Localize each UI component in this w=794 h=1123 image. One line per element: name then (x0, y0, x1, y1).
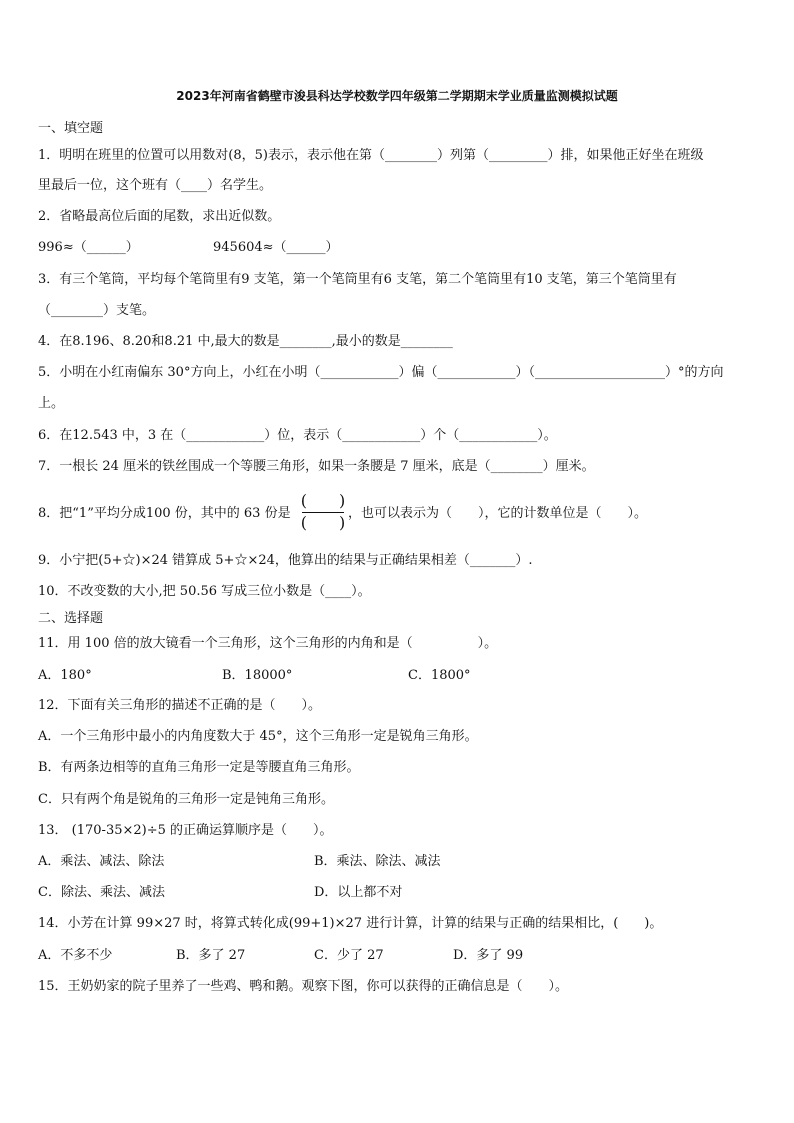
question-3-line-1: 3．有三个笔筒，平均每个笔筒里有9 支笔，第一个笔筒里有6 支笔，第二个笔筒里有10 支笔，第三个笔筒里有 (38, 272, 677, 287)
question-12-option-c: C．只有两个角是锐角的三角形一定是钝角三角形。 (38, 792, 334, 807)
question-11-option-a: A．180° (38, 668, 92, 683)
question-9: 9．小宁把(5+☆)×24 错算成 5+☆×24，他算出的结果与正确结果相差（_______）. (38, 553, 533, 568)
question-13-option-a: A．乘法、减法、除法 (38, 854, 165, 869)
question-14-option-a: A．不多不少 (38, 948, 113, 963)
question-8-fraction (300, 490, 346, 536)
question-8-after: ，也可以表示为（ ），它的计数单位是（ ）。 (348, 506, 648, 521)
question-14-option-b: B．多了 27 (176, 948, 246, 963)
question-4: 4．在8.196、8.20和8.21 中,最大的数是________,最小的数是________ (38, 334, 453, 349)
question-1-line-2: 里最后一位，这个班有（____）名学生。 (38, 178, 273, 193)
question-11-stem: 11．用 100 倍的放大镜看一个三角形，这个三角形的内角和是（ ）。 (38, 636, 498, 651)
question-14-stem: 14．小芳在计算 99×27 时，将算式转化成(99+1)×27 进行计算，计算的结果与正确的结果相比，( )。 (38, 916, 663, 931)
question-2-part-a: 996≈（______） (38, 240, 139, 255)
question-12-option-a: A．一个三角形中最小的内角度数大于 45°，这个三角形一定是锐角三角形。 (38, 729, 478, 744)
question-14-option-c: C．少了 27 (314, 948, 384, 963)
question-2-stem: 2．省略最高位后面的尾数，求出近似数。 (38, 209, 281, 224)
section-choice: 二、选择题 (38, 611, 104, 626)
exam-title: 2023年河南省鹤壁市浚县科达学校数学四年级第二学期期末学业质量监测模拟试题 (176, 89, 618, 103)
question-3-line-2: （________）支笔。 (38, 303, 156, 318)
fraction-denominator: ( ) (300, 513, 346, 532)
question-11-option-b: B．18000° (222, 668, 293, 683)
question-13-stem: 13． (170-35×2)÷5 的正确运算顺序是（ ）。 (38, 823, 333, 838)
question-6: 6．在12.543 中，3 在（____________）位，表示（____________）个（____________）。 (38, 428, 557, 443)
question-14-option-d: D．多了 99 (453, 948, 524, 963)
section-fill-in: 一、填空题 (38, 121, 104, 136)
question-12-stem: 12．下面有关三角形的描述不正确的是（ ）。 (38, 698, 322, 713)
question-13-option-d: D．以上都不对 (314, 885, 403, 900)
question-5-line-2: 上。 (38, 396, 65, 411)
question-11-option-c: C．1800° (408, 668, 471, 683)
fraction-numerator: ( ) (300, 491, 346, 510)
question-13-option-c: C．除法、乘法、减法 (38, 885, 165, 900)
question-12-option-b: B．有两条边相等的直角三角形一定是等腰直角三角形。 (38, 760, 360, 775)
question-1-line-1: 1．明明在班里的位置可以用数对(8，5)表示，表示他在第（________）列第（_________）排，如果他正好坐在班级 (38, 148, 704, 163)
question-15-stem: 15．王奶奶家的院子里养了一些鸡、鸭和鹅。观察下图，你可以获得的正确信息是（ ）。 (38, 979, 569, 994)
question-2-part-b: 945604≈（______） (213, 240, 339, 255)
question-13-option-b: B．乘法、除法、减法 (314, 854, 441, 869)
question-7: 7．一根长 24 厘米的铁丝围成一个等腰三角形，如果一条腰是 7 厘米，底是（________）厘米。 (38, 459, 595, 474)
question-10: 10．不改变数的大小,把 50.56 写成三位小数是（____）。 (38, 584, 371, 599)
question-8-before: 8．把“1”平均分成100 份，其中的 63 份是 (38, 506, 291, 521)
question-5-line-1: 5．小明在小红南偏东 30°方向上，小红在小明（____________）偏（____________）（____________________）°的方向 (38, 365, 724, 380)
